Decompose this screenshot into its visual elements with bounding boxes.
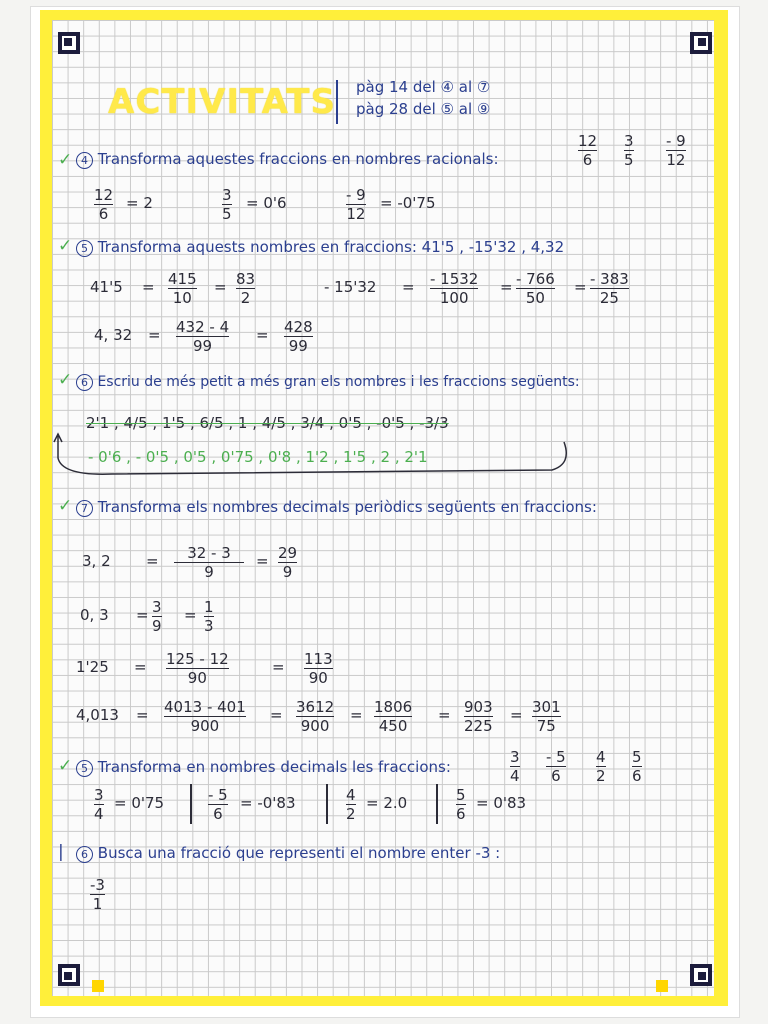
ex6b-margin-mark: | xyxy=(58,842,64,862)
ex7-r2-lhs: 0, 3 xyxy=(80,606,109,624)
ex4-fraction-3: - 9 12 xyxy=(666,132,686,169)
ex4-fraction-2: 3 5 xyxy=(624,132,634,169)
ex5-a3-lhs: 4, 32 xyxy=(94,326,133,344)
ex7-number: 7 xyxy=(76,500,93,517)
ex5-a3-fraction-2: 428 99 xyxy=(284,318,313,355)
ex5-a3-eq: = xyxy=(148,326,161,344)
ex7-r4-eq4: = xyxy=(438,706,451,724)
ex4-fraction-1: 12 6 xyxy=(578,132,598,169)
page-title: ACTIVITATS xyxy=(108,82,336,122)
corner-marker-bottom-left xyxy=(58,964,80,986)
ex7-heading xyxy=(76,498,597,517)
ex6-items: 2'1 , 4/5 , 1'5 , 6/5 , 1 , 4/5 , 3/4 , 0'5 , -0'5 , -3/3 xyxy=(86,414,449,432)
yellow-square-left xyxy=(92,980,104,992)
ex5-a1-fraction-1: 415 10 xyxy=(168,270,197,307)
ex7-r3-eq: = xyxy=(134,658,147,676)
ex5-a2-lhs: - 15'32 xyxy=(324,278,377,296)
ex5b-answer-1: = 0'75 xyxy=(114,794,165,812)
corner-marker-bottom-right xyxy=(690,964,712,986)
ex6b-prompt: Busca una fracció que representi el nombre enter -3 : xyxy=(97,844,501,862)
ex5b-answer-4: = 0'83 xyxy=(476,794,527,812)
ex5b-answer-1-fraction: 3 4 xyxy=(94,786,104,823)
ex7-r1-lhs: 3, 2 xyxy=(82,552,111,570)
ex7-r3-lhs: 1'25 xyxy=(76,658,109,676)
ex5b-check-icon: ✓ xyxy=(58,756,73,776)
ex7-r2-eq2: = xyxy=(184,606,197,624)
ex7-r4-lhs: 4,013 xyxy=(76,706,119,724)
ex5-a1-eq2: = xyxy=(214,278,227,296)
ex6b-heading xyxy=(76,844,500,863)
ex5b-heading xyxy=(76,758,451,777)
ex5b-divider-2 xyxy=(326,784,328,824)
ex6-prompt: Escriu de més petit a més gran els nombres i les fraccions següents: xyxy=(97,374,580,390)
ex4-check-icon: ✓ xyxy=(58,150,73,170)
ex4-answer-3-result: = -0'75 xyxy=(380,194,436,212)
ex7-r3-fraction-2: 113 90 xyxy=(304,650,333,687)
ex4-prompt: Transforma aquestes fraccions en nombres racionals: xyxy=(97,150,499,168)
yellow-square-right xyxy=(656,980,668,992)
corner-marker-top-right xyxy=(690,32,712,54)
ex7-r2-eq: = xyxy=(136,606,149,624)
ex7-r4-fraction-4: 903 225 xyxy=(464,698,493,735)
ex7-r1-fraction-2: 29 9 xyxy=(278,544,298,581)
ex5-check-icon: ✓ xyxy=(58,236,73,256)
ex5-heading xyxy=(76,238,564,257)
ex5-a2-fraction-1: - 1532 100 xyxy=(430,270,479,307)
ex5b-answer-3-fraction: 4 2 xyxy=(346,786,356,823)
ex5b-divider-1 xyxy=(190,784,192,824)
ex5b-fraction-1: 3 4 xyxy=(510,748,520,785)
ex5-a2-fraction-2: - 766 50 xyxy=(516,270,555,307)
ex7-r1-fraction-1: 32 - 3 9 xyxy=(174,544,244,581)
ex7-r2-fraction-2: 1 3 xyxy=(204,598,214,635)
ex5b-fraction-3: 4 2 xyxy=(596,748,606,785)
ex5b-answer-4-fraction: 5 6 xyxy=(456,786,466,823)
ex7-r3-eq2: = xyxy=(272,658,285,676)
ex6-number: 6 xyxy=(76,374,93,391)
ex7-r4-eq5: = xyxy=(510,706,523,724)
corner-marker-top-left xyxy=(58,32,80,54)
ex7-r4-fraction-3: 1806 450 xyxy=(374,698,413,735)
ex5b-answer-2: = -0'83 xyxy=(240,794,296,812)
ex7-r1-eq: = xyxy=(146,552,159,570)
ex7-r4-eq: = xyxy=(136,706,149,724)
ex5b-prompt: Transforma en nombres decimals les fraccions: xyxy=(97,758,451,776)
ex5-a2-eq2: = xyxy=(500,278,513,296)
ex6b-answer-fraction: -3 1 xyxy=(90,876,105,913)
ex5-a2-fraction-3: - 383 25 xyxy=(590,270,629,307)
ex7-prompt: Transforma els nombres decimals periòdics següents en fraccions: xyxy=(97,498,597,516)
ex7-r4-eq3: = xyxy=(350,706,363,724)
ex5b-divider-3 xyxy=(436,784,438,824)
ex5b-answer-2-fraction: - 5 6 xyxy=(208,786,228,823)
ex7-r3-fraction-1: 125 - 12 90 xyxy=(166,650,229,687)
ex5b-fraction-2: - 5 6 xyxy=(546,748,566,785)
ex5b-number: 5 xyxy=(76,760,93,777)
ex6-heading xyxy=(76,374,580,391)
ex7-check-icon: ✓ xyxy=(58,496,73,516)
ex5-a1-eq: = xyxy=(142,278,155,296)
page-ref-2: pàg 28 del ⑤ al ⑨ xyxy=(356,100,491,118)
ex5-a1-lhs: 41'5 xyxy=(90,278,123,296)
ex6-ordered: - 0'6 , - 0'5 , 0'5 , 0'75 , 0'8 , 1'2 , 1'5 , 2 , 2'1 xyxy=(88,448,428,466)
ex5b-answer-3: = 2.0 xyxy=(366,794,408,812)
ex4-answer-2-fraction: 3 5 xyxy=(222,186,232,223)
ex5-prompt: Transforma aquests nombres en fraccions: 41'5 , -15'32 , 4,32 xyxy=(97,238,565,256)
ex7-r1-eq2: = xyxy=(256,552,269,570)
ex7-r2-fraction-1: 3 9 xyxy=(152,598,162,635)
ex4-number: 4 xyxy=(76,152,93,169)
ex5-a2-eq: = xyxy=(402,278,415,296)
ex6-check-icon: ✓ xyxy=(58,370,73,390)
ex4-answer-1-fraction: 12 6 xyxy=(94,186,114,223)
ex5-a3-fraction-1: 432 - 4 99 xyxy=(176,318,230,355)
title-divider xyxy=(336,80,338,124)
ex5-number: 5 xyxy=(76,240,93,257)
ex7-r4-fraction-1: 4013 - 401 900 xyxy=(164,698,246,735)
ex4-heading xyxy=(76,150,499,169)
ex7-r4-eq2: = xyxy=(270,706,283,724)
ex5-a2-eq3: = xyxy=(574,278,587,296)
ex5b-fraction-4: 5 6 xyxy=(632,748,642,785)
ex7-r4-fraction-5: 301 75 xyxy=(532,698,561,735)
page-ref-1: pàg 14 del ④ al ⑦ xyxy=(356,78,491,96)
ex4-answer-1-result: = 2 xyxy=(126,194,153,212)
ex5-a3-eq2: = xyxy=(256,326,269,344)
ex4-answer-3-fraction: - 9 12 xyxy=(346,186,366,223)
ex4-answer-2-result: = 0'6 xyxy=(246,194,287,212)
ex7-r4-fraction-2: 3612 900 xyxy=(296,698,335,735)
ex6b-number: 6 xyxy=(76,846,93,863)
ex5-a1-fraction-2: 83 2 xyxy=(236,270,256,307)
